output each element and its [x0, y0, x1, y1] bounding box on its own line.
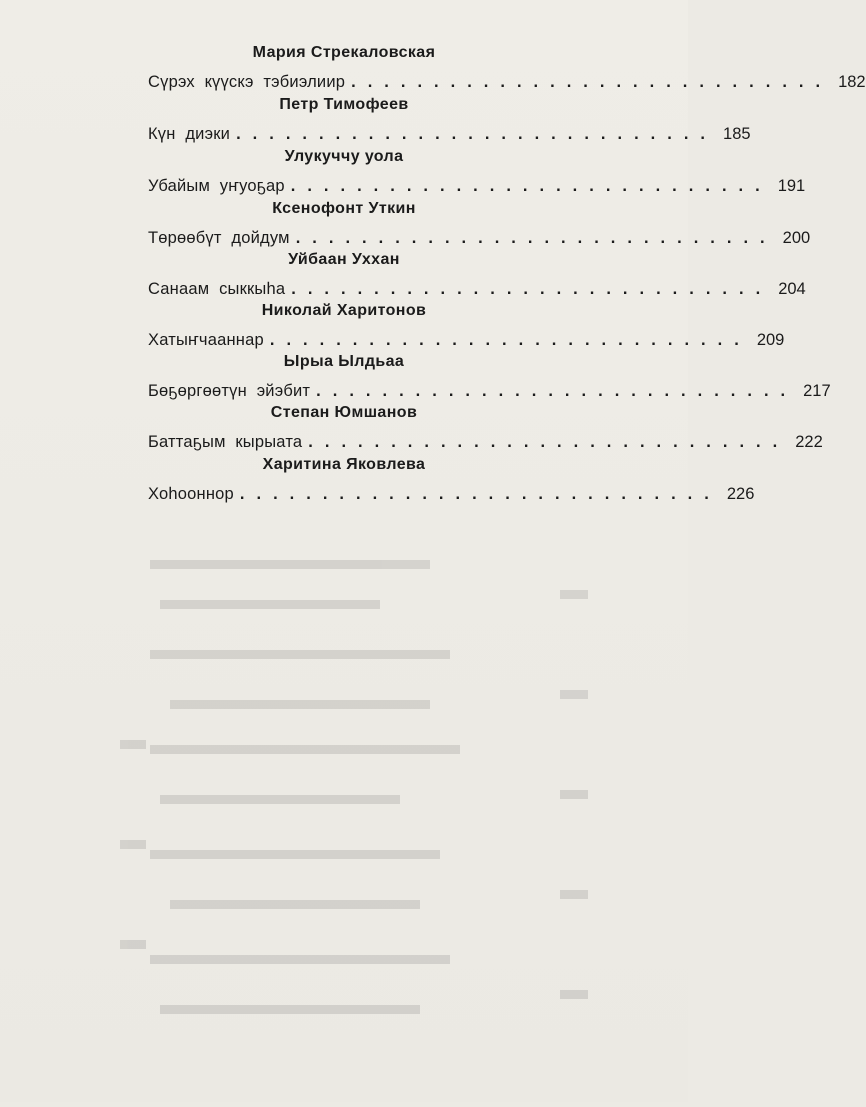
- toc-entry: [148, 378, 831, 404]
- page-number: 226: [726, 485, 755, 503]
- page-number: 182: [838, 73, 866, 91]
- poem-title: Убайым уҥуоҕар: [148, 177, 285, 195]
- poem-title: Баттаҕым кырыата: [148, 433, 303, 451]
- leader-dots: .............................: [239, 485, 721, 503]
- page-number: 209: [756, 331, 785, 349]
- author-heading: Ырыа Ылдьаа: [283, 353, 405, 370]
- page-number: 204: [778, 280, 806, 298]
- toc-entry: [148, 225, 811, 251]
- page-number: 200: [782, 229, 811, 247]
- toc-entry: [148, 276, 806, 302]
- toc-entry: [148, 429, 823, 455]
- toc-entry: [148, 481, 755, 507]
- toc-entry: [148, 69, 866, 95]
- author-heading: Мария Стрекаловская: [252, 44, 436, 61]
- toc-entry: [148, 121, 751, 147]
- leader-dots: .............................: [351, 73, 833, 91]
- author-heading: Харитина Яковлева: [262, 456, 426, 473]
- toc-entry: [148, 327, 785, 353]
- author-heading: Улукуччу уола: [284, 148, 404, 165]
- poem-title: Бөҕөргөөтүн эйэбит: [148, 382, 311, 400]
- leader-dots: .............................: [291, 280, 773, 298]
- page-number: 222: [795, 433, 823, 451]
- poem-title: Хатыҥчааннар: [148, 331, 264, 349]
- leader-dots: .............................: [295, 229, 777, 247]
- page-number: 191: [777, 177, 806, 195]
- leader-dots: .............................: [316, 382, 798, 400]
- poem-title: Хоһооннор: [148, 485, 234, 503]
- poem-title: Сүрэх күүскэ тэбиэлиир: [148, 73, 346, 91]
- leader-dots: .............................: [269, 331, 751, 349]
- page-number: 217: [803, 382, 831, 400]
- author-heading: Петр Тимофеев: [279, 96, 409, 113]
- author-heading: Степан Юмшанов: [270, 404, 418, 421]
- leader-dots: .............................: [236, 125, 718, 143]
- leader-dots: .............................: [308, 433, 790, 451]
- poem-title: Төрөөбүт дойдум: [148, 229, 290, 247]
- table-of-contents: [0, 0, 866, 520]
- leader-dots: .............................: [290, 177, 772, 195]
- author-heading: Николай Харитонов: [261, 302, 427, 319]
- page-number: 185: [723, 125, 751, 143]
- poem-title: Күн диэки: [148, 125, 231, 143]
- author-heading: Уйбаан Уххан: [288, 251, 400, 268]
- toc-entry: [148, 173, 806, 199]
- poem-title: Санаам сыккыһа: [148, 280, 286, 298]
- author-heading: Ксенофонт Уткин: [272, 200, 416, 217]
